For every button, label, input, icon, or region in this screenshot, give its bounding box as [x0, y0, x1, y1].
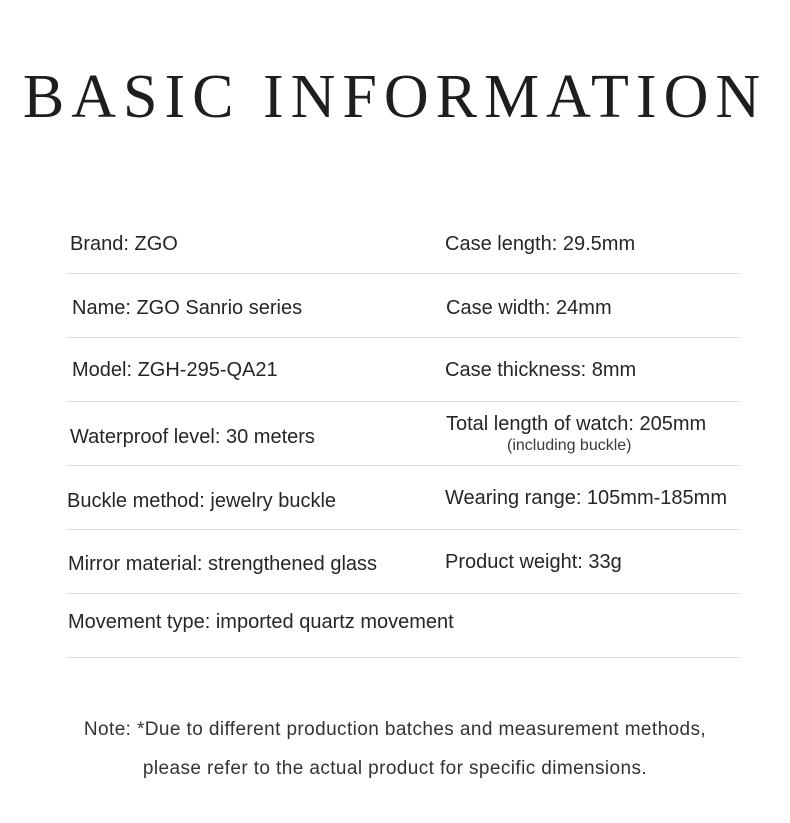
spec-buckle: Buckle method: jewelry buckle	[67, 490, 337, 512]
spec-wearing-range: Wearing range: 105mm-185mm	[445, 487, 727, 509]
spec-row-name	[66, 274, 741, 338]
note-line-2: please refer to the actual product for specific dimensions.	[142, 758, 648, 779]
spec-brand: Brand: ZGO	[70, 233, 178, 255]
spec-row-movement	[66, 594, 741, 658]
spec-row-model	[66, 338, 741, 402]
spec-total-length: Total length of watch: 205mm	[446, 413, 707, 435]
spec-movement: Movement type: imported quartz movement	[68, 611, 454, 633]
spec-table	[66, 210, 741, 658]
spec-case-width: Case width: 24mm	[446, 297, 612, 319]
spec-model: Model: ZGH-295-QA21	[72, 359, 278, 381]
note-line-1: Note: *Due to different production batches and measurement methods,	[83, 719, 707, 740]
spec-case-length: Case length: 29.5mm	[445, 233, 636, 255]
spec-row-waterproof	[66, 402, 741, 466]
spec-mirror: Mirror material: strengthened glass	[68, 553, 378, 575]
spec-row-brand	[66, 210, 741, 274]
spec-total-length-note: (including buckle)	[507, 437, 632, 454]
spec-weight: Product weight: 33g	[445, 551, 622, 573]
spec-row-mirror	[66, 530, 741, 594]
spec-case-thickness: Case thickness: 8mm	[445, 359, 637, 381]
spec-waterproof: Waterproof level: 30 meters	[70, 426, 315, 448]
spec-row-buckle	[66, 466, 741, 530]
page-title: BASIC INFORMATION	[22, 63, 768, 131]
spec-name: Name: ZGO Sanrio series	[72, 297, 303, 319]
